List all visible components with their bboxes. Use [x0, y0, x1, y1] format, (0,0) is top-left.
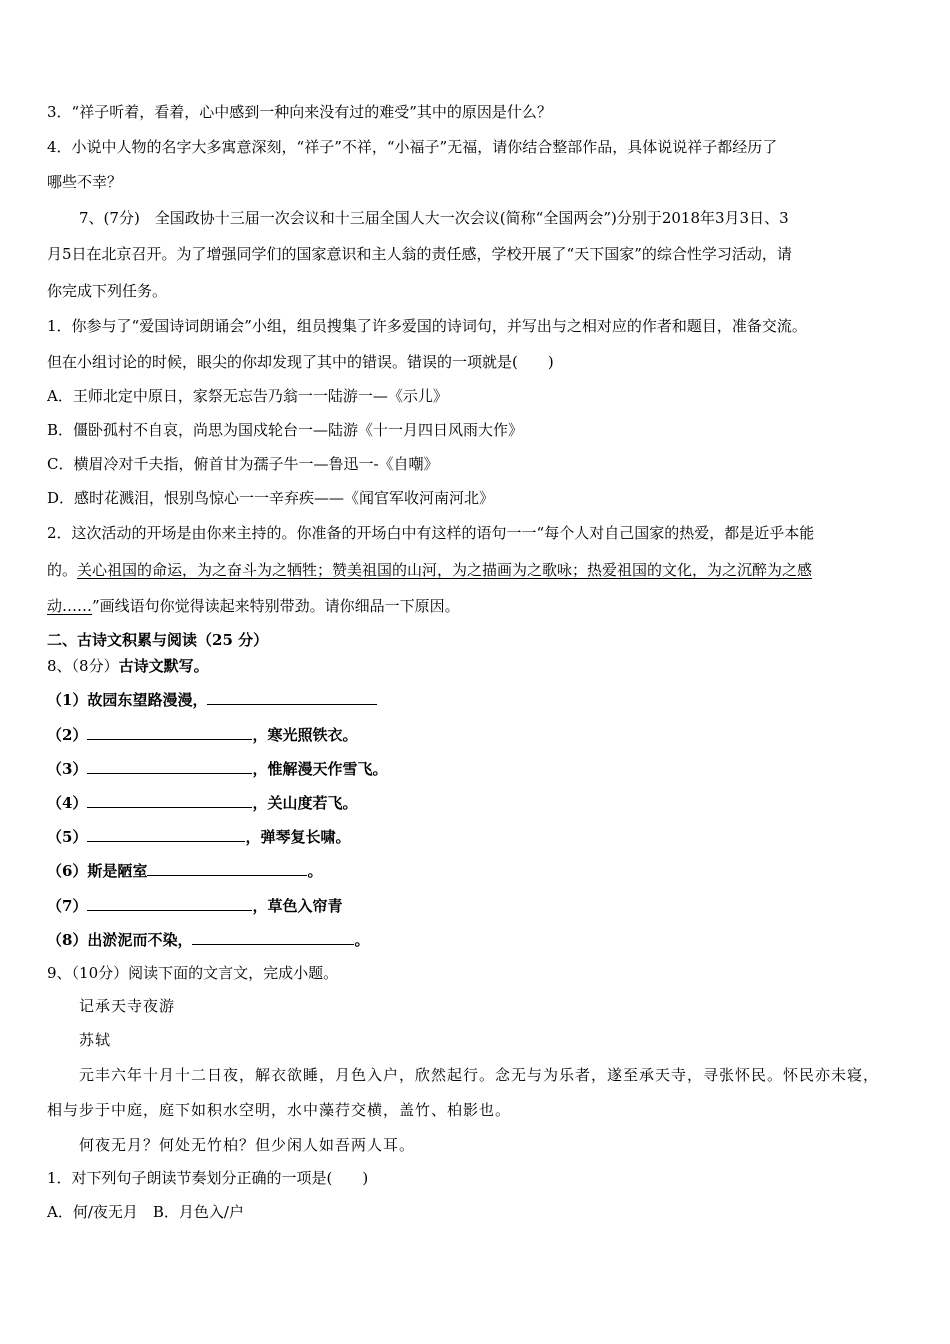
poem-item-5 [47, 826, 350, 847]
q8-title: 古诗文默写。 [118, 657, 209, 675]
question-7-1-line-1: 1．你参与了“爱国诗词朗诵会”小组，组员搜集了许多爱国的诗词句，并写出与之相对应的作者和题目，准备交流。 [47, 317, 807, 335]
answer-blank[interactable] [87, 826, 245, 842]
option-b: B．僵卧孤村不自哀，尚思为国戍轮台一—陆游《十一月四日风雨大作》 [47, 421, 524, 439]
poem-5-text: ，弹琴复长啸。 [245, 828, 351, 846]
poem-6-end: 。 [307, 862, 323, 880]
essay-paragraph-2: 何夜无月？何处无竹柏？但少闲人如吾两人耳。 [79, 1136, 416, 1154]
poem-item-7 [47, 895, 342, 916]
question-9-1: 1．对下列句子朗读节奏划分正确的一项是( ) [47, 1169, 369, 1187]
poem-3-text: ，惟解漫天作雪飞。 [252, 760, 388, 778]
question-7-line-1: 7、(7分) 全国政协十三届一次会议和十三届全国人大一次会议(简称“全国两会”)分别于2018年3月3日、3 [79, 209, 789, 227]
q8-number: 8、（8分） [47, 657, 119, 675]
poem-2-num: （2） [47, 726, 88, 744]
answer-blank[interactable] [87, 758, 252, 774]
question-7-2-line-3 [47, 596, 460, 616]
option-d: D．感时花溅泪，恨别鸟惊心一一辛弃疾——《闻官军收河南河北》 [47, 489, 495, 507]
poem-1-text: （1）故园东望路漫漫， [47, 691, 208, 709]
option-a: A．王师北定中原日，家祭无忘告乃翁一一陆游一—《示儿》 [47, 387, 448, 405]
poem-6-text: （6）斯是陋室 [47, 862, 148, 880]
poem-8-end: 。 [354, 931, 370, 949]
essay-paragraph-1-line-2: 相与步于中庭，庭下如积水空明，水中藻荇交横，盖竹、柏影也。 [47, 1101, 512, 1119]
question-9-heading: 9、（10分）阅读下面的文言文，完成小题。 [47, 964, 339, 982]
question-4-line-1: 4．小说中人物的名字大多寓意深刻，“祥子”不祥，“小福子”无福，请你结合整部作品，具体说说祥子都经历了 [47, 138, 778, 156]
question-7-line-3: 你完成下列任务。 [47, 282, 168, 300]
answer-blank[interactable] [192, 929, 354, 945]
option-c: C．横眉冷对千夫指，俯首甘为孺子牛一—鲁迅一-《自嘲》 [47, 455, 439, 473]
section-2-heading: 二、古诗文积累与阅读（25 分） [47, 631, 269, 649]
answer-blank[interactable] [207, 689, 377, 705]
q7-2-prefix: 的。 [47, 561, 78, 579]
q7-2-suffix: ”画线语句你觉得读起来特别带劲。请你细品一下原因。 [92, 597, 460, 615]
poem-item-2 [47, 724, 357, 745]
question-7-line-2: 月5日在北京召开。为了增强同学们的国家意识和主人翁的责任感，学校开展了“天下国家”的综合性学习活动，请 [47, 245, 792, 263]
essay-author: 苏轼 [79, 1031, 112, 1049]
poem-2-text: ，寒光照铁衣。 [252, 726, 358, 744]
poem-5-num: （5） [47, 828, 88, 846]
underlined-sentence: 关心祖国的命运，为之奋斗为之牺牲；赞美祖国的山河，为之描画为之歌咏；热爱祖国的文化，为之沉醉为之感 [77, 561, 813, 579]
poem-3-num: （3） [47, 760, 88, 778]
question-9-1-options: A．何/夜无月 B．月色入/户 [47, 1203, 244, 1221]
poem-4-num: （4） [47, 794, 88, 812]
underlined-sentence-end: 动…… [47, 597, 93, 615]
question-7-2-line-2 [47, 560, 812, 580]
poem-8-text: （8）出淤泥而不染， [47, 931, 193, 949]
poem-item-3 [47, 758, 387, 779]
poem-7-num: （7） [47, 897, 88, 915]
essay-title: 记承天寺夜游 [79, 997, 176, 1015]
question-7-1-line-2: 但在小组讨论的时候，眼尖的你却发现了其中的错误。错误的一项就是( ) [47, 353, 554, 371]
essay-paragraph-1-line-1: 元丰六年十月十二日夜，解衣欲睡，月色入户，欣然起行。念无与为乐者，遂至承天寺，寻张怀民。怀民亦未寝， [79, 1066, 880, 1084]
question-4-line-2: 哪些不幸？ [47, 173, 123, 191]
question-8-heading [47, 656, 209, 676]
poem-item-1 [47, 689, 377, 710]
poem-item-4 [47, 792, 357, 813]
poem-item-6 [47, 860, 322, 881]
poem-item-8 [47, 929, 369, 950]
answer-blank[interactable] [87, 895, 252, 911]
poem-7-text: ，草色入帘青 [252, 897, 343, 915]
poem-4-text: ，关山度若飞。 [252, 794, 358, 812]
answer-blank[interactable] [87, 792, 252, 808]
answer-blank[interactable] [87, 724, 252, 740]
question-7-2-line-1: 2．这次活动的开场是由你来主持的。你准备的开场白中有这样的语句一一“每个人对自己国家的热爱，都是近乎本能 [47, 524, 815, 542]
question-3: 3．“祥子听着，看着，心中感到一种向来没有过的难受”其中的原因是什么？ [47, 103, 552, 121]
answer-blank[interactable] [147, 860, 307, 876]
